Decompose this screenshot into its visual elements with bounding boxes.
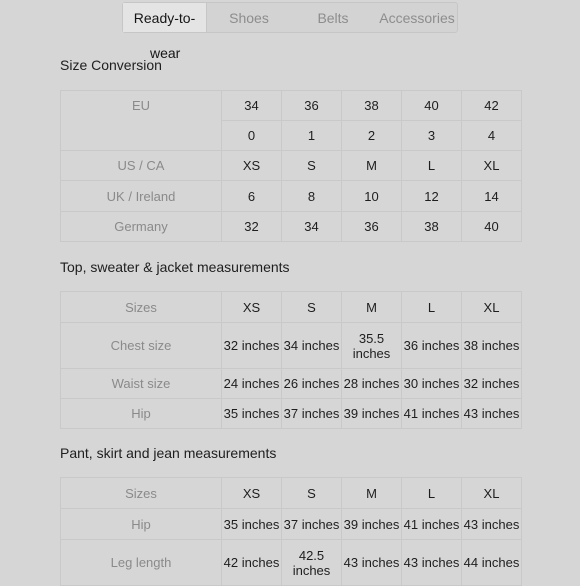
- table-cell: 24 inches: [222, 369, 282, 399]
- table-cell: 35 inches: [222, 509, 282, 540]
- table-cell: 43 inches: [342, 540, 402, 586]
- table-cell: XL: [462, 478, 522, 509]
- top-measurements-title: Top, sweater & jacket measurements: [60, 259, 290, 275]
- table-row: [61, 399, 522, 429]
- table-cell: 34: [282, 212, 342, 242]
- row-label: Hip: [61, 399, 222, 429]
- table-cell: 36: [342, 212, 402, 242]
- table-cell: 41 inches: [402, 509, 462, 540]
- table-cell: 35.5 inches: [342, 323, 402, 369]
- tab-label-line1: Ready-to-: [133, 10, 196, 26]
- row-label: UK / Ireland: [61, 181, 222, 212]
- table-cell: 10: [342, 181, 402, 212]
- tab-belts[interactable]: Belts: [317, 10, 349, 26]
- table-cell: 12: [402, 181, 462, 212]
- table-row: [61, 292, 522, 323]
- row-label: EU: [61, 91, 222, 151]
- table-cell: 32 inches: [462, 369, 522, 399]
- table-cell: 6: [222, 181, 282, 212]
- table-cell: XL: [462, 292, 522, 323]
- table-cell: 38: [402, 212, 462, 242]
- top-measurements-table: [60, 291, 522, 429]
- table-cell: 40: [402, 91, 462, 121]
- table-cell: 37 inches: [282, 509, 342, 540]
- table-cell: 41 inches: [402, 399, 462, 429]
- pant-measurements-title: Pant, skirt and jean measurements: [60, 445, 277, 461]
- table-cell: 37 inches: [282, 399, 342, 429]
- table-cell: 43 inches: [402, 540, 462, 586]
- table-cell: M: [342, 151, 402, 181]
- row-label: Sizes: [61, 292, 222, 323]
- table-cell: S: [282, 478, 342, 509]
- table-cell: 42.5 inches: [282, 540, 342, 586]
- table-row: [61, 540, 522, 586]
- table-row: [61, 509, 522, 540]
- pant-measurements-table: [60, 477, 522, 586]
- tab-accessories[interactable]: Accessories: [379, 10, 455, 26]
- row-label: Chest size: [61, 323, 222, 369]
- category-tabs: [122, 2, 458, 61]
- table-row: [61, 212, 522, 242]
- row-label: Waist size: [61, 369, 222, 399]
- table-cell: 38: [342, 91, 402, 121]
- row-label: Hip: [61, 509, 222, 540]
- tab-ready-to-wear[interactable]: [123, 3, 207, 61]
- table-cell: M: [342, 478, 402, 509]
- table-cell: 28 inches: [342, 369, 402, 399]
- size-conversion-title: Size Conversion: [60, 57, 162, 73]
- table-row: [61, 151, 522, 181]
- table-cell: L: [402, 478, 462, 509]
- table-cell: XS: [222, 292, 282, 323]
- table-cell: 34 inches: [282, 323, 342, 369]
- table-cell: 32: [222, 212, 282, 242]
- table-cell: 4: [462, 121, 522, 151]
- table-cell: 36 inches: [402, 323, 462, 369]
- table-cell: 26 inches: [282, 369, 342, 399]
- table-cell: 35 inches: [222, 399, 282, 429]
- table-cell: 38 inches: [462, 323, 522, 369]
- table-cell: 8: [282, 181, 342, 212]
- row-label: US / CA: [61, 151, 222, 181]
- table-cell: XS: [222, 478, 282, 509]
- table-cell: 36: [282, 91, 342, 121]
- table-row: [61, 369, 522, 399]
- table-cell: 32 inches: [222, 323, 282, 369]
- table-cell: 40: [462, 212, 522, 242]
- table-cell: 0: [222, 121, 282, 151]
- row-label: Germany: [61, 212, 222, 242]
- table-cell: XL: [462, 151, 522, 181]
- table-cell: XS: [222, 151, 282, 181]
- row-label: Leg length: [61, 540, 222, 586]
- table-cell: 30 inches: [402, 369, 462, 399]
- table-row: [61, 91, 522, 121]
- tab-label-line2: wear: [150, 45, 181, 61]
- table-cell: 34: [222, 91, 282, 121]
- table-cell: 1: [282, 121, 342, 151]
- table-cell: 3: [402, 121, 462, 151]
- table-cell: S: [282, 292, 342, 323]
- row-label: Sizes: [61, 478, 222, 509]
- table-cell: S: [282, 151, 342, 181]
- table-cell: 14: [462, 181, 522, 212]
- table-row: [61, 478, 522, 509]
- table-cell: 39 inches: [342, 509, 402, 540]
- table-cell: 42: [462, 91, 522, 121]
- tab-shoes[interactable]: Shoes: [229, 10, 269, 26]
- table-cell: L: [402, 151, 462, 181]
- table-row: [61, 323, 522, 369]
- table-cell: M: [342, 292, 402, 323]
- table-cell: 2: [342, 121, 402, 151]
- table-row: [61, 181, 522, 212]
- table-cell: 42 inches: [222, 540, 282, 586]
- table-cell: 44 inches: [462, 540, 522, 586]
- table-cell: 43 inches: [462, 399, 522, 429]
- table-cell: 39 inches: [342, 399, 402, 429]
- table-cell: L: [402, 292, 462, 323]
- size-conversion-table: [60, 90, 522, 242]
- table-cell: 43 inches: [462, 509, 522, 540]
